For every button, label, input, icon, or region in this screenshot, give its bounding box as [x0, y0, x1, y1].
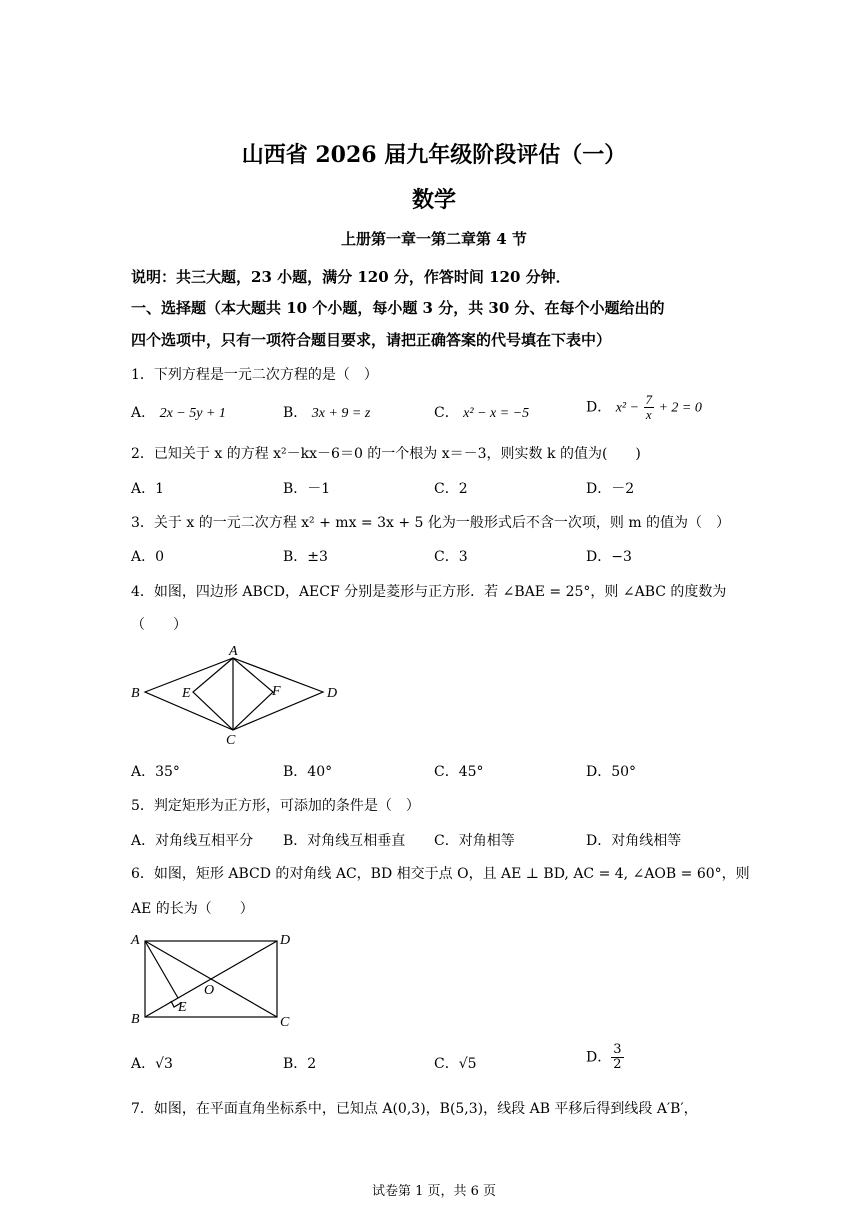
q2-stem: 2．已知关于 x 的方程 x²－kx－6＝0 的一个根为 x＝－3，则实数 k 的值为( ) [131, 446, 641, 462]
q1-option-d: D． x² − $\frac{7}{x}$ + 2 = 0 [586, 392, 702, 422]
q2-option-d: D．－2 [586, 481, 635, 497]
label-c: C [226, 733, 236, 748]
q4-option-d: D．50° [586, 764, 637, 780]
q2-options [131, 478, 751, 500]
label-a: A [229, 644, 238, 659]
exam-subject: 数学 [411, 187, 456, 213]
q6-options [131, 1042, 751, 1075]
q3-option-a: A．0 [131, 549, 165, 565]
label-c: C [280, 1015, 290, 1030]
q4-rhombus-figure [125, 640, 355, 752]
label-f: F [272, 684, 281, 699]
section1-heading-line1: 一、选择题（本大题共 10 个小题，每小题 3 分，共 30 分、在每个小题给出的 [131, 299, 665, 317]
q6-stem: 6．如图，矩形 ABCD 的对角线 AC，BD 相交于点 O，且 AE ⊥ BD, AC = 4, ∠AOB = 60°，则 [131, 866, 750, 882]
q6-stem-line2: AE 的长为（ ） [131, 901, 254, 917]
q4-stem-paren: （ ） [131, 617, 187, 633]
q1-option-c: C． x² − x = −5 [434, 405, 530, 421]
q6-rectangle-figure [125, 926, 305, 1032]
q4-option-a: A．35° [131, 764, 180, 780]
q3-option-b: B．±3 [283, 549, 328, 565]
q5-option-a: A．对角线互相平分 [131, 833, 254, 849]
q5-option-b: B．对角线互相垂直 [283, 833, 406, 849]
q1-options [131, 392, 751, 424]
label-o: O [204, 983, 215, 998]
q1-option-b: B． 3x + 9 = z [283, 405, 371, 421]
q3-stem: 3．关于 x 的一元二次方程 x² + mx = 3x + 5 化为一般形式后不含一次项，则 m 的值为（ ） [131, 515, 731, 531]
q5-options [131, 830, 751, 852]
q1-option-a: A． 2x − 5y + 1 [131, 405, 226, 421]
label-e: E [178, 1000, 187, 1015]
fraction: $\frac{3}{2}$ [613, 1042, 622, 1072]
q4-option-c: C．45° [434, 764, 484, 780]
q7-stem: 7．如图，在平面直角坐标系中，已知点 A(0,3)，B(5,3)，线段 AB 平移后得到线段 A′B′， [131, 1101, 698, 1117]
q3-option-c: C．3 [434, 549, 468, 565]
q5-stem: 5．判定矩形为正方形，可添加的条件是（ ） [131, 798, 420, 814]
q5-option-c: C．对角相等 [434, 833, 515, 849]
label-a: A [131, 933, 140, 948]
q3-option-d: D．−3 [586, 549, 632, 565]
q4-stem: 4．如图，四边形 ABCD，AECF 分别是菱形与正方形．若 ∠BAE = 25°，则 ∠ABC 的度数为 [131, 584, 727, 600]
label-d: D [327, 686, 338, 701]
q2-option-b: B．－1 [283, 481, 331, 497]
q2-option-c: C．2 [434, 481, 468, 497]
exam-scope: 上册第一章一第二章第 4 节 [341, 230, 527, 248]
q1-stem: 1．下列方程是一元二次方程的是（ ） [131, 367, 378, 383]
page-footer: 试卷第 1 页，共 6 页 [371, 1184, 497, 1199]
q5-option-d: D．对角线相等 [586, 833, 682, 849]
q6-option-a: A．√3 [131, 1056, 173, 1072]
q6-option-d: D． $\frac{3}{2}$ [586, 1042, 622, 1072]
section1-heading-line2: 四个选项中，只有一项符合题目要求，请把正确答案的代号填在下表中） [131, 331, 612, 349]
q3-options [131, 546, 751, 568]
q6-option-b: B．2 [283, 1056, 317, 1072]
label-b: B [131, 1012, 140, 1027]
q4-option-b: B．40° [283, 764, 333, 780]
label-d: D [280, 933, 291, 948]
q6-option-c: C．√5 [434, 1056, 477, 1072]
q4-options [131, 761, 751, 783]
label-b: B [131, 686, 140, 701]
q2-option-a: A．1 [131, 481, 165, 497]
fraction: $\frac{7}{x}$ [645, 392, 652, 422]
instructions: 说明：共三大题，23 小题，满分 120 分，作答时间 120 分钟． [131, 268, 571, 286]
label-e: E [182, 686, 191, 701]
exam-title: 山西省 2026 届九年级阶段评估（一） [241, 142, 627, 168]
